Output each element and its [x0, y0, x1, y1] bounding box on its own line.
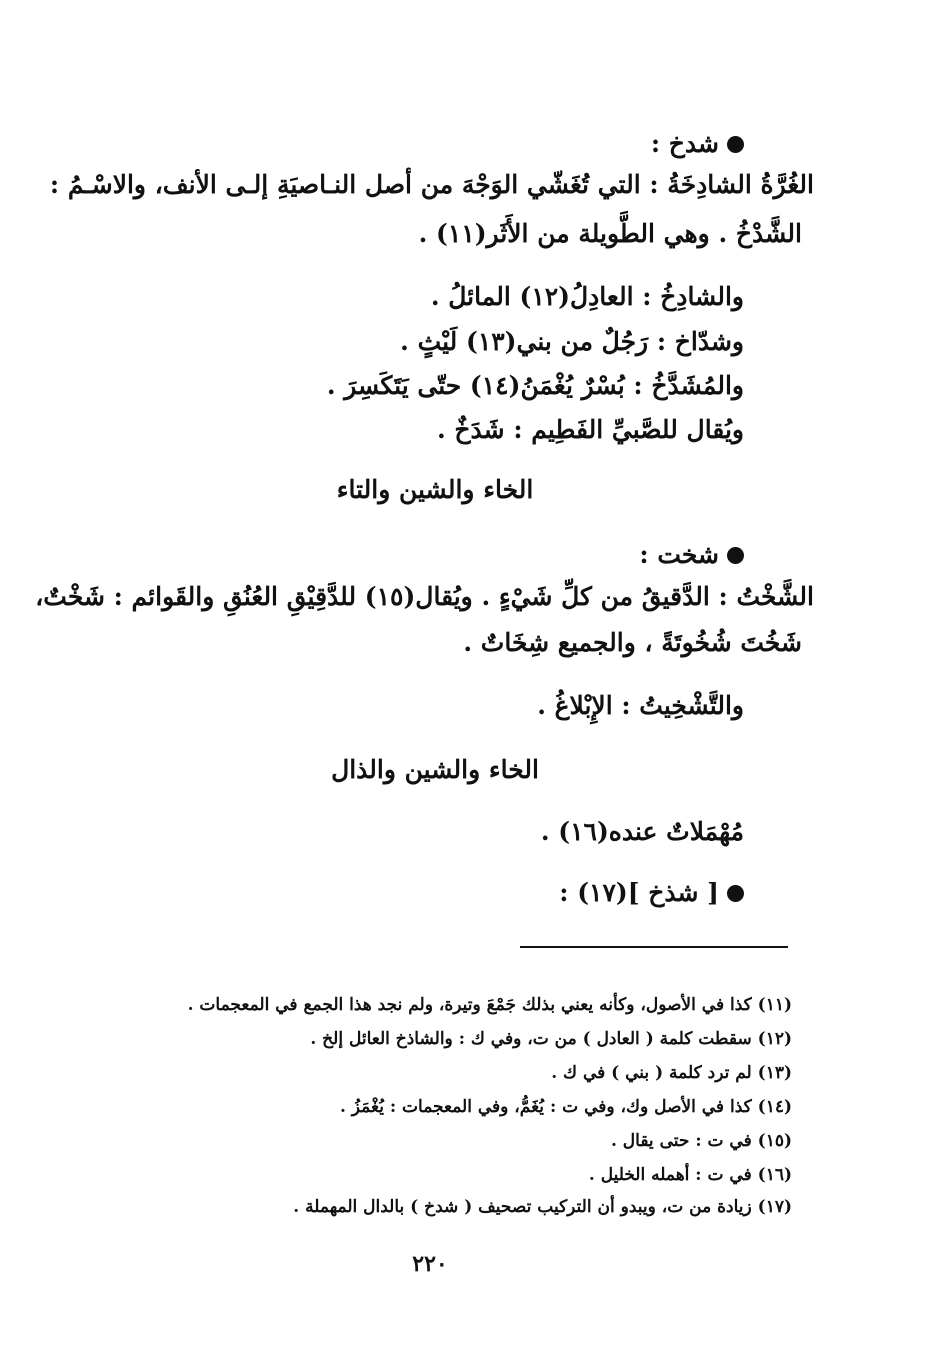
body-line: والتَّشْخِيتُ : الإِبْلاغُ . [537, 691, 744, 720]
entry-heading-shakht: شخت : [639, 535, 744, 575]
footnote-separator [520, 946, 788, 948]
body-line: الشَّخْتُ : الدَّقيقُ من كلِّ شَيْءٍ . ويُقال(١٥) للدَّقِيْقِ العُنُقِ والقَوائم : شَخْتٌ، [35, 582, 814, 611]
bullet-icon [727, 547, 744, 564]
body-line: والمُشَدَّخُ : بُسْرٌ يُغْمَنُ(١٤) حتّى يَتَكَسِرَ . [326, 371, 744, 400]
entry-heading-shadakh: شدخ : [651, 124, 744, 164]
footnote: (١٢) سقطت كلمة ( العادل ) من ت، وفي ك : والشاذخ العائل إلخ . [310, 1029, 792, 1049]
footnote: (١٤) كذا في الأصل وك، وفي ت : يُغَمُّ، وفي المعجمات : يُغْمَزُ . [339, 1097, 792, 1117]
footnote: (١٧) زيادة من ت، ويبدو أن التركيب تصحيف ( شدخ ) بالدال المهملة . [293, 1197, 792, 1217]
body-line: الغُرَّةُ الشادِخَةُ : التي تُغَشّي الوَجْهَ من أصل النـاصيَةِ إلـى الأنف، والاسْـمُ : [49, 170, 814, 199]
page-number: ٢٢٠ [412, 1251, 448, 1277]
body-line: شَخُتَ شُخُوتَةً ، والجميع شِخَاتٌ . [463, 628, 802, 657]
section-title: الخاء والشين والتاء [336, 475, 534, 504]
body-line: والشادِخُ : العادِلُ(١٢) المائلُ . [430, 282, 744, 311]
body-line: الشَّدْخُ . وهي الطَّويلة من الأَثَر(١١) . [418, 219, 802, 248]
bullet-icon [727, 885, 744, 902]
body-line: وشدّاخ : رَجُلٌ من بني(١٣) لَيْثٍ . [400, 327, 744, 356]
footnote: (١٥) في ت : حتى يقال . [610, 1131, 792, 1151]
body-line: مُهْمَلاتٌ عنده(١٦) . [540, 817, 744, 846]
section-title: الخاء والشين والذال [331, 755, 539, 784]
bullet-icon [727, 136, 744, 153]
footnote: (١٣) لم ترد كلمة ( بني ) في ك . [551, 1063, 792, 1083]
footnote: (١١) كذا في الأصول، وكأنه يعني بذلك جَمْعَ وتيرة، ولم نجد هذا الجمع في المعجمات . [187, 995, 792, 1015]
footnote: (١٦) في ت : أهمله الخليل . [588, 1165, 792, 1185]
entry-heading-shadhakh: [ شذخ ](١٧) : [559, 873, 744, 913]
body-line: ويُقال للصَّبيِّ الفَطِيم : شَدَخٌ . [437, 415, 744, 444]
